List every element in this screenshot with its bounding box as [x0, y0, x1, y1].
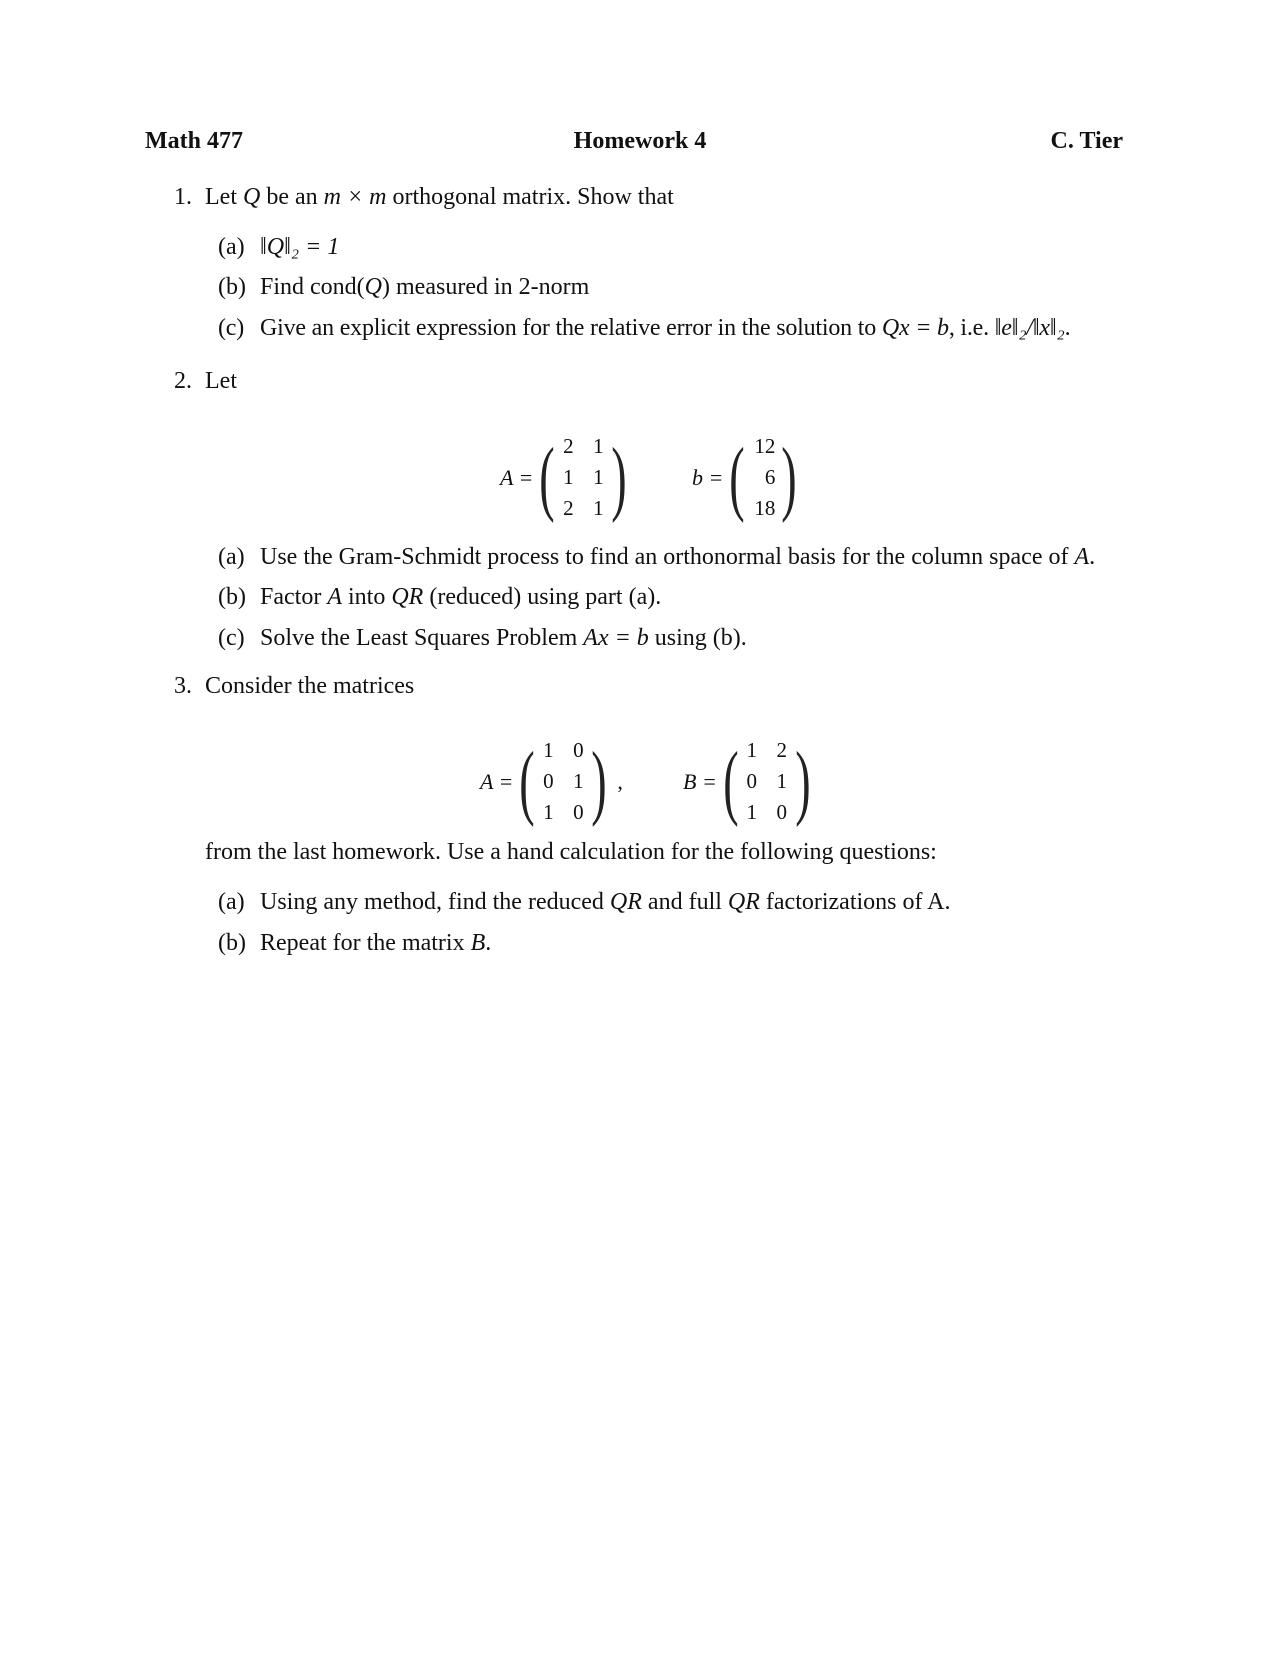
- matrix-cell: 0: [746, 769, 758, 793]
- q2-b-label: (b): [218, 584, 246, 610]
- q2-A-label: A =: [500, 464, 534, 490]
- q3-a-qr2: QR: [727, 889, 760, 915]
- q2-b-QR: QR: [391, 584, 424, 610]
- matrix-cell: 1: [746, 800, 758, 824]
- course-name: Math 477: [145, 128, 243, 154]
- q3-B-cells: [745, 736, 789, 827]
- q1-be: be an: [260, 184, 324, 210]
- q2-c-label: (c): [218, 625, 245, 651]
- homework-title: Homework 4: [573, 128, 707, 154]
- matrix-cell: 0: [776, 800, 788, 824]
- q3-intro: Consider the matrices: [205, 673, 415, 699]
- q1-c-label: (c): [218, 315, 245, 341]
- q2-a-end: .: [1089, 544, 1096, 570]
- matrix-cell: 12: [754, 434, 776, 458]
- q2-A-cells: [561, 432, 605, 523]
- matrix-cell: 2: [563, 496, 574, 520]
- q2-a-pre: Use the Gram-Schmidt process to find an orthonormal basis for the column space of: [260, 544, 1075, 570]
- q1-intro-pre: Let: [205, 184, 243, 210]
- q2-c-eq: Ax = b: [583, 625, 649, 651]
- q1-c-eq: Qx = b: [881, 315, 949, 341]
- q3-b-pre: Repeat for the matrix: [260, 930, 471, 956]
- q3-a-mid: and full: [641, 889, 728, 915]
- q2-a-label: (a): [218, 544, 245, 570]
- matrix-cell: 1: [746, 738, 758, 762]
- q2-b-post: (reduced) using part (a).: [423, 584, 662, 610]
- q1-a-label: (a): [218, 234, 245, 260]
- q2-part-a: [218, 544, 1095, 571]
- q3-b-label: (b): [218, 930, 246, 956]
- q3-a-qr1: QR: [609, 889, 642, 915]
- left-paren: (: [539, 430, 556, 524]
- matrix-cell: 2: [563, 434, 574, 458]
- q2-part-c: [218, 625, 747, 652]
- q1-b-q: Q: [364, 274, 383, 300]
- q3-b-end: .: [485, 930, 492, 956]
- q1-c-expr: ‖e‖₂/‖x‖₂: [994, 315, 1065, 341]
- q3-b-B: B: [470, 930, 486, 956]
- q1-q-symbol: Q: [242, 184, 261, 210]
- q3-a-post: factorizations of A.: [759, 889, 951, 915]
- author-name: C. Tier: [1050, 128, 1123, 154]
- q1-c-end: .: [1064, 315, 1071, 341]
- q1-part-c: [218, 315, 1070, 342]
- q3-a-label: (a): [218, 889, 245, 915]
- q1-part-a: [218, 234, 339, 261]
- matrix-cell: 1: [593, 434, 604, 458]
- q3-A-label: A =: [480, 768, 514, 794]
- q2-b-mid: into: [341, 584, 392, 610]
- q3-B-label: B =: [683, 768, 717, 794]
- q3-comma: ,: [617, 768, 623, 794]
- matrix-cell: 1: [543, 800, 554, 824]
- q2-matrix-A: [500, 432, 633, 523]
- q2-part-b: [218, 584, 661, 611]
- q2-b-A: A: [327, 584, 342, 610]
- right-paren: ): [591, 734, 608, 828]
- matrix-cell: 0: [573, 800, 584, 824]
- q3-a-pre: Using any method, find the reduced: [260, 889, 610, 915]
- q3-matrix-A: [480, 736, 623, 827]
- matrix-cell: 1: [573, 769, 584, 793]
- q2-intro: Let: [205, 368, 237, 394]
- matrix-cell: 1: [563, 465, 574, 489]
- q3-after-text: from the last homework. Use a hand calculation for the following questions:: [205, 839, 937, 865]
- q1-b-post: ) measured in 2-norm: [382, 274, 590, 300]
- q2-b-label: b =: [692, 464, 724, 490]
- left-paren: (: [723, 734, 739, 828]
- matrix-cell: 6: [764, 465, 776, 489]
- q2-b-pre: Factor: [260, 584, 328, 610]
- q1-b-pre: Find cond(: [260, 274, 365, 300]
- q3-part-a: [218, 889, 951, 916]
- q1-a-text: ‖Q‖₂ = 1: [260, 234, 340, 260]
- q1-intro: [205, 184, 674, 211]
- matrix-cell: 1: [776, 769, 788, 793]
- right-paren: ): [781, 430, 798, 524]
- left-paren: (: [729, 430, 746, 524]
- matrix-cell: 18: [754, 496, 776, 520]
- matrix-cell: 0: [573, 738, 584, 762]
- q2-vector-b: [692, 432, 803, 523]
- q1-b-label: (b): [218, 274, 246, 300]
- matrix-cell: 1: [543, 738, 554, 762]
- q1-c-pre: Give an explicit expression for the relative error in the solution to: [260, 315, 882, 341]
- q1-part-b: [218, 274, 589, 301]
- q3-matrix-B: [683, 736, 817, 827]
- right-paren: ): [611, 430, 628, 524]
- q2-c-pre: Solve the Least Squares Problem: [260, 625, 584, 651]
- matrix-cell: 1: [593, 465, 604, 489]
- matrix-cell: 0: [543, 769, 554, 793]
- q3-part-b: [218, 930, 491, 957]
- q3-number: 3.: [174, 673, 192, 699]
- right-paren: ): [795, 734, 811, 828]
- q2-number: 2.: [174, 368, 192, 394]
- left-paren: (: [519, 734, 536, 828]
- q2-b-cells: [751, 432, 775, 523]
- q1-intro-post: orthogonal matrix. Show that: [386, 184, 674, 210]
- q1-c-mid: , i.e.: [948, 315, 995, 341]
- q3-A-cells: [541, 736, 585, 827]
- q1-number: 1.: [174, 184, 192, 210]
- q2-a-A: A: [1074, 544, 1090, 570]
- q1-mxm: m × m: [323, 184, 387, 210]
- matrix-cell: 2: [776, 738, 788, 762]
- q2-c-post: using (b).: [648, 625, 747, 651]
- matrix-cell: 1: [593, 496, 604, 520]
